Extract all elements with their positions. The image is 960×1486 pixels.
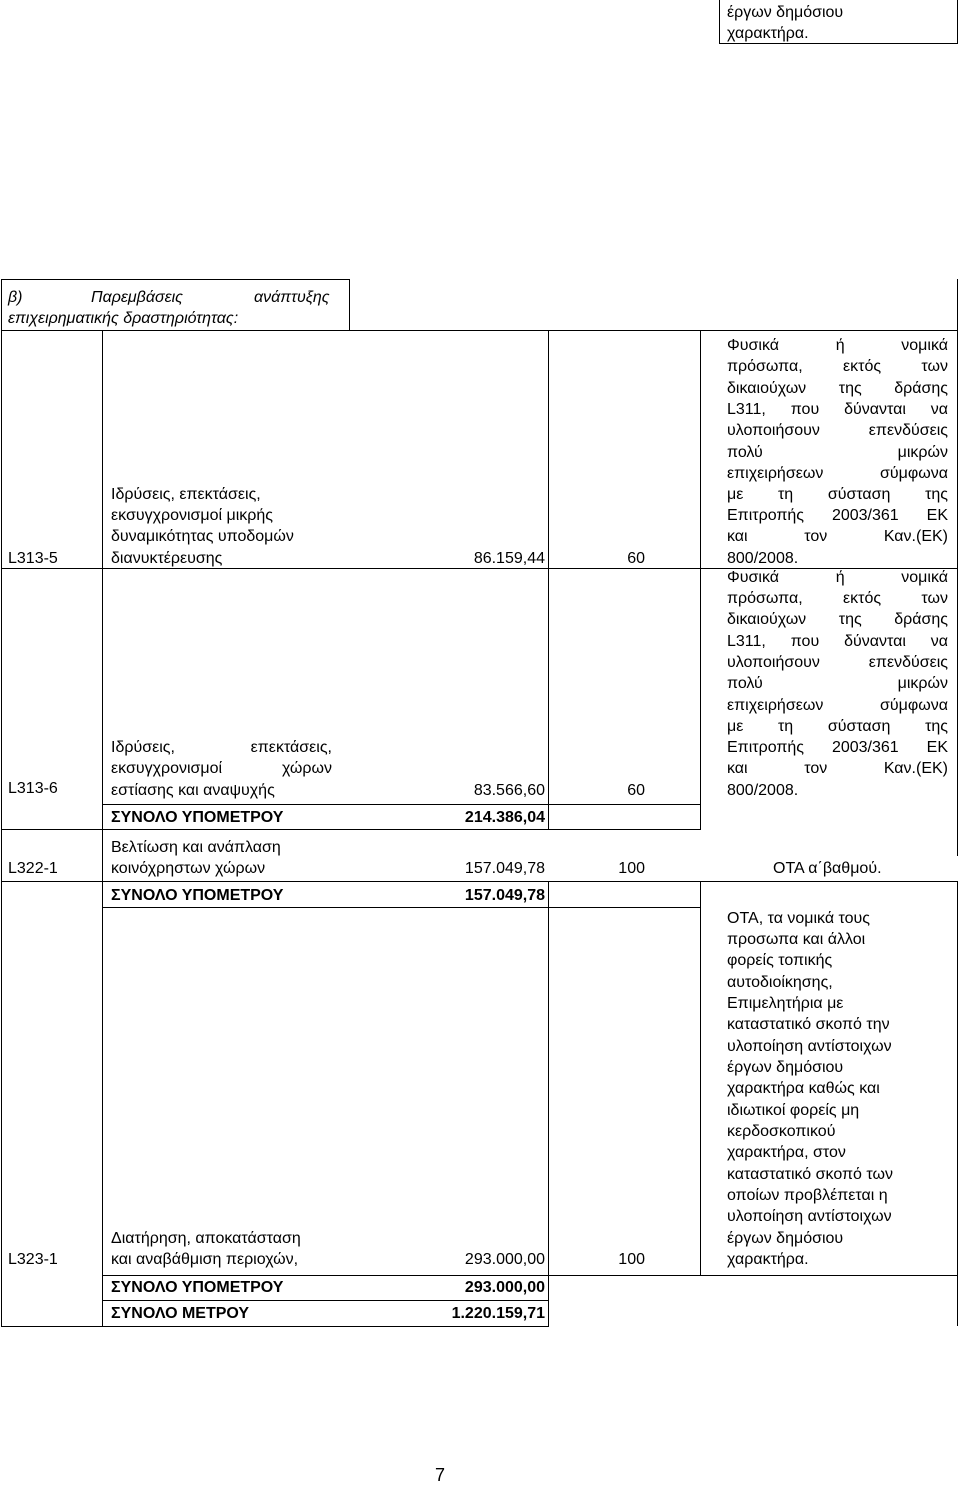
beneficiary-line: L311, που δύνανται να xyxy=(727,401,948,418)
beneficiary-line: χαρακτήρα, στον xyxy=(727,1144,846,1161)
beneficiary-line: δικαιούχων της δράσης xyxy=(727,611,948,628)
subtotal-label: ΣΥΝΟΛΟ ΥΠΟΜΕΤΡΟΥ xyxy=(111,887,284,904)
border-row-3 xyxy=(1,881,958,882)
section-heading-line: επιχειρηματικής δραστηριότητας: xyxy=(8,310,239,327)
measure-description: κοινόχρηστων χώρων xyxy=(111,860,266,877)
border-amount-col-b xyxy=(548,881,549,1326)
border-table-bottom xyxy=(1,1326,549,1327)
text-line: χαρακτήρα. xyxy=(727,25,809,42)
measure-description: εστίασης και αναψυχής xyxy=(111,782,275,799)
beneficiary-line: 800/2008. xyxy=(727,782,799,799)
beneficiary-line: αυτοδιοίκησης, xyxy=(727,974,833,991)
beneficiary-line: ιδιωτικοί φορείς μη xyxy=(727,1102,860,1119)
beneficiary-line: υλοποίηση αντίστοιχων xyxy=(727,1208,892,1225)
measure-percent: 60 xyxy=(627,550,645,567)
measure-description: δυναμικότητας υποδομών xyxy=(111,528,294,545)
beneficiary-line: χαρακτήρα καθώς και xyxy=(727,1080,880,1097)
beneficiary-line: με τη σύσταση της xyxy=(727,718,948,735)
beneficiary-line: προσωπα και άλλοι xyxy=(727,931,866,948)
measure-amount: 157.049,78 xyxy=(464,860,545,877)
beneficiary-line: πολύ μικρών xyxy=(727,444,948,461)
beneficiary-line: επιχειρήσεων σύμφωνα xyxy=(727,465,948,482)
measure-description: Ιδρύσεις, επεκτάσεις, xyxy=(111,739,332,756)
measure-amount: 83.566,60 xyxy=(473,782,545,799)
beneficiary-line: υλοποίηση αντίστοιχων xyxy=(727,1038,892,1055)
beneficiary-line: Επιμελητήρια με xyxy=(727,995,844,1012)
measure-description: Βελτίωση και ανάπλαση xyxy=(111,839,281,856)
beneficiary-line: υλοποιήσουν επενδύσεις xyxy=(727,654,948,671)
beneficiary-line: Φυσικά ή νομικά xyxy=(727,337,948,354)
measure-description: Ιδρύσεις, επεκτάσεις, xyxy=(111,486,261,503)
beneficiary-line: ΟΤΑ α΄βαθμού. xyxy=(773,860,882,877)
measure-percent: 60 xyxy=(627,782,645,799)
beneficiary-line: Επιτροπής 2003/361 ΕΚ xyxy=(727,507,948,524)
border-amount-col-a xyxy=(548,330,549,829)
measure-percent: 100 xyxy=(618,1251,645,1268)
beneficiary-line: καταστατικό σκοπό την xyxy=(727,1016,890,1033)
beneficiary-line: έργων δημόσιου xyxy=(727,1230,844,1247)
measure-description: εκσυγχρονισμοί μικρής xyxy=(111,507,273,524)
border-right-lower xyxy=(957,881,958,1326)
border-section-right xyxy=(349,279,350,330)
section-heading-word: ανάπτυξης xyxy=(254,289,330,306)
border-row-2 xyxy=(102,804,701,805)
beneficiary-line: πρόσωπα, εκτός των xyxy=(727,590,948,607)
measure-percent: 100 xyxy=(618,860,645,877)
beneficiary-line: L311, που δύνανται να xyxy=(727,633,948,650)
measure-code: L322-1 xyxy=(8,860,58,877)
border-row-sub2 xyxy=(102,907,701,908)
border-rows-top xyxy=(1,330,958,331)
beneficiary-line: Φυσικά ή νομικά xyxy=(727,569,948,586)
measure-description: Διατήρηση, αποκατάσταση xyxy=(111,1230,301,1247)
section-heading-word: β) xyxy=(8,289,23,306)
border-row-sub3 xyxy=(102,1300,549,1301)
beneficiary-line: επιχειρήσεων σύμφωνα xyxy=(727,697,948,714)
measure-code: L313-5 xyxy=(8,550,58,567)
subtotal-amount: 157.049,78 xyxy=(464,887,545,904)
total-amount: 1.220.159,71 xyxy=(451,1305,545,1322)
border-code-col xyxy=(102,330,103,1326)
border-row-sub1 xyxy=(1,829,701,830)
border-section-top xyxy=(1,279,350,280)
measure-description: διανυκτέρευσης xyxy=(111,550,223,567)
beneficiary-line: οποίων προβλέπεται η xyxy=(727,1187,888,1204)
subtotal-amount: 293.000,00 xyxy=(464,1279,545,1296)
border-row-4 xyxy=(102,1275,958,1276)
beneficiary-line: κερδοσκοπικού xyxy=(727,1123,836,1140)
border-percent-col-a xyxy=(700,330,701,829)
measure-description: εκσυγχρονισμοί χώρων xyxy=(111,760,332,777)
beneficiary-line: πολύ μικρών xyxy=(727,675,948,692)
beneficiary-line: φορείς τοπικής xyxy=(727,952,833,969)
measure-amount: 86.159,44 xyxy=(473,550,545,567)
measure-description: και αναβάθμιση περιοχών, xyxy=(111,1251,299,1268)
measure-code: L323-1 xyxy=(8,1251,58,1268)
total-label: ΣΥΝΟΛΟ ΜΕΤΡΟΥ xyxy=(111,1305,250,1322)
subtotal-label: ΣΥΝΟΛΟ ΥΠΟΜΕΤΡΟΥ xyxy=(111,809,284,826)
measure-amount: 293.000,00 xyxy=(464,1251,545,1268)
section-heading-word: Παρεμβάσεις xyxy=(91,289,183,306)
beneficiary-line: και τον Καν.(ΕΚ) xyxy=(727,528,948,545)
beneficiary-line: δικαιούχων της δράσης xyxy=(727,380,948,397)
beneficiary-line: Επιτροπής 2003/361 ΕΚ xyxy=(727,739,948,756)
subtotal-amount: 214.386,04 xyxy=(464,809,545,826)
beneficiary-line: ΟΤΑ, τα νομικά τους xyxy=(727,910,871,927)
border-left xyxy=(1,279,2,1326)
subtotal-label: ΣΥΝΟΛΟ ΥΠΟΜΕΤΡΟΥ xyxy=(111,1279,284,1296)
beneficiary-line: με τη σύσταση της xyxy=(727,486,948,503)
beneficiary-line: χαρακτήρα. xyxy=(727,1251,809,1268)
page-number: 7 xyxy=(434,1465,445,1485)
beneficiary-line: και τον Καν.(ΕΚ) xyxy=(727,760,948,777)
beneficiary-line: 800/2008. xyxy=(727,550,799,567)
border-percent-col-b xyxy=(700,881,701,1275)
beneficiary-line: καταστατικό σκοπό των xyxy=(727,1166,893,1183)
beneficiary-line: υλοποιήσουν επενδύσεις xyxy=(727,422,948,439)
border-topcell-left xyxy=(719,0,720,43)
border-topcell-right xyxy=(957,0,958,43)
measure-code: L313-6 xyxy=(8,780,58,797)
text-line: έργων δημόσιου xyxy=(727,4,844,21)
beneficiary-line: έργων δημόσιου xyxy=(727,1059,844,1076)
beneficiary-line: πρόσωπα, εκτός των xyxy=(727,358,948,375)
